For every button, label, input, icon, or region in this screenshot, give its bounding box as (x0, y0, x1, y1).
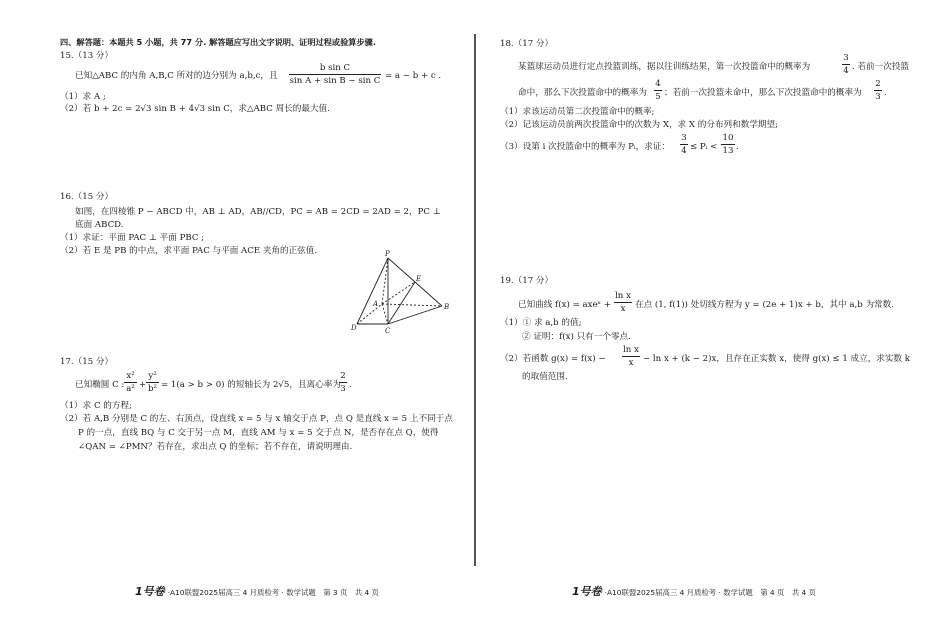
q17-stem-end: . (349, 380, 352, 390)
q16-part1: （1）求证：平面 PAC ⊥ 平面 PBC ; (60, 233, 205, 243)
q17-plus: + (139, 380, 147, 390)
left-footer (135, 583, 379, 599)
logo: 1号卷 (135, 585, 165, 598)
q19-frac2-den: x (628, 358, 634, 368)
q19-part2-line2: 的取值范围. (522, 372, 568, 382)
q16-line1: 如图，在四棱锥 P − ABCD 中，AB ⊥ AD，AB//CD，PC = AB = 2CD = 2AD = 2，PC ⊥ (75, 207, 441, 217)
q15-frac-den: sin A + sin B − sin C (289, 76, 381, 86)
q18-frac2-num: 4 (655, 79, 661, 89)
q18-p3-frac2 (721, 133, 735, 156)
q17-frac-e-num: 2 (340, 371, 346, 381)
q18-frac3-den: 3 (875, 92, 881, 102)
label-E: E (416, 275, 422, 283)
q19-line1: 已知曲线 f(x) = axeˣ + (518, 300, 612, 310)
q18-frac2 (654, 79, 662, 102)
q17-number: 17.（15 分） (60, 357, 114, 367)
q16-part2: （2）若 E 是 PB 的中点，求平面 PAC 与平面 ACE 夹角的正弦值. (60, 246, 318, 256)
logo: 1号卷 (572, 585, 602, 598)
q15-stem-end: = a − b + c . (385, 71, 442, 81)
q17-frac-y-den: b² (148, 384, 157, 394)
q17-part2-line1: （2）若 A,B 分别是 C 的左、右顶点，设直线 x = 5 与 x 轴交于点 P，点 Q 是直线 x = 5 上不同于点 (60, 414, 453, 424)
q19-part2-end: − ln x + (k − 2)x，且存在正实数 x，使得 g(x) ≤ 1 成立，求实数 k (643, 354, 911, 364)
q18-frac2-den: 5 (655, 92, 661, 102)
q18-frac3 (874, 79, 882, 102)
q17-frac-x (124, 371, 137, 394)
q17-frac-e-den: 3 (340, 384, 346, 394)
right-page (476, 0, 950, 634)
q18-p3-frac1 (680, 133, 688, 156)
q19-part1b: ② 证明：f(x) 只有一个零点. (522, 332, 631, 342)
q18-part1: （1）求该运动员第二次投篮命中的概率; (500, 107, 655, 117)
q17-stem: 已知椭圆 C : (75, 380, 125, 390)
q17-part1: （1）求 C 的方程; (60, 401, 132, 411)
q18-part3-end: . (736, 142, 739, 152)
q19-frac1-den: x (620, 304, 626, 314)
q15-frac-num: b sin C (319, 63, 351, 73)
q19-frac1 (614, 291, 632, 314)
q15-part2: （2）若 b + 2c = 2√3 sin B + 4√3 sin C，求△ABC 周长的最大值. (60, 104, 330, 114)
q18-line1-end: . 若前一次投篮 (852, 62, 910, 72)
left-footer-text: ·A10联盟2025届高三 4 月质检考 · 数学试题 第 3 页 共 4 页 (167, 588, 379, 597)
q18-line2-mid: ；若前一次投篮未命中，那么下次投篮命中的概率为 (664, 88, 862, 98)
q18-p3-frac1-num: 3 (681, 133, 687, 143)
label-P: P (385, 250, 390, 258)
q15-stem: 已知△ABC 的内角 A,B,C 所对的边分别为 a,b,c，且 (75, 71, 278, 81)
left-page (0, 0, 474, 634)
q15-number: 15.（13 分） (60, 51, 114, 61)
q17-part2-line2: P 的一点，直线 BQ 与 C 交于另一点 M，直线 AM 与 x = 5 交于点 N，是否存在点 Q，使得 (78, 428, 439, 438)
q17-part2-line3: ∠QAN = ∠PMN？若存在，求出点 Q 的坐标；若不存在，请说明理由. (78, 442, 353, 452)
q18-part3: （3）设第 i 次投篮命中的概率为 Pᵢ，求证： (500, 142, 671, 152)
q17-stem-mid: = 1(a > b > 0) 的短轴长为 2√5，且离心率为 (161, 380, 341, 390)
q17-frac-y-num: y² (148, 371, 157, 381)
q17-frac-e (339, 371, 347, 394)
q18-line2-end: . (884, 88, 887, 98)
q18-p3-frac1-den: 4 (681, 146, 687, 156)
q19-part1: （1）① 求 a,b 的值; (500, 318, 582, 328)
q16-line2: 底面 ABCD. (75, 220, 124, 230)
q18-frac1-den: 4 (843, 66, 849, 76)
q18-p3-frac2-den: 13 (722, 146, 734, 156)
q18-line2: 命中，那么下次投篮命中的概率为 (518, 88, 647, 98)
q18-frac3-num: 2 (875, 79, 881, 89)
q15-part1: （1）求 A ; (60, 92, 106, 102)
label-B: B (444, 303, 450, 311)
q17-frac-x-den: a² (126, 384, 135, 394)
label-D: D (351, 324, 357, 332)
q18-part2: （2）记该运动员前两次投篮命中的次数为 X，求 X 的分布列和数学期望; (500, 120, 779, 130)
right-footer-text: ·A10联盟2025届高三 4 月质检考 · 数学试题 第 4 页 共 4 页 (604, 588, 816, 597)
q18-frac1-num: 3 (843, 53, 849, 63)
q19-frac2-num: ln x (623, 345, 639, 355)
q18-p3-frac2-num: 10 (722, 133, 734, 143)
q18-line1: 某篮球运动员进行定点投篮训练，据以往训练结果，第一次投篮命中的概率为 (518, 62, 811, 72)
q15-fraction (289, 63, 381, 86)
section-header: 四、解答题：本题共 5 小题，共 77 分. 解答题应写出文字说明、证明过程或验算步骤. (60, 37, 376, 47)
q19-number: 19.（17 分） (500, 276, 554, 286)
q19-frac2 (622, 345, 640, 368)
right-footer (572, 583, 816, 599)
q19-part2: （2）若函数 g(x) = f(x) − (500, 354, 606, 364)
q19-line1-end: 在点 (1, f(1)) 处切线方程为 y = (2e + 1)x + b，其中 a,b 为常数. (635, 300, 894, 310)
q18-frac1 (842, 53, 850, 76)
q17-frac-x-num: x² (126, 371, 135, 381)
q18-number: 18.（17 分） (500, 39, 554, 49)
q16-number: 16.（15 分） (60, 192, 114, 202)
label-C: C (385, 327, 391, 335)
q19-frac1-num: ln x (615, 291, 631, 301)
q18-part3-mid: ≤ Pᵢ < (690, 142, 718, 152)
q17-frac-y (146, 371, 159, 394)
pyramid-figure (345, 248, 455, 338)
label-A: A (373, 300, 379, 308)
